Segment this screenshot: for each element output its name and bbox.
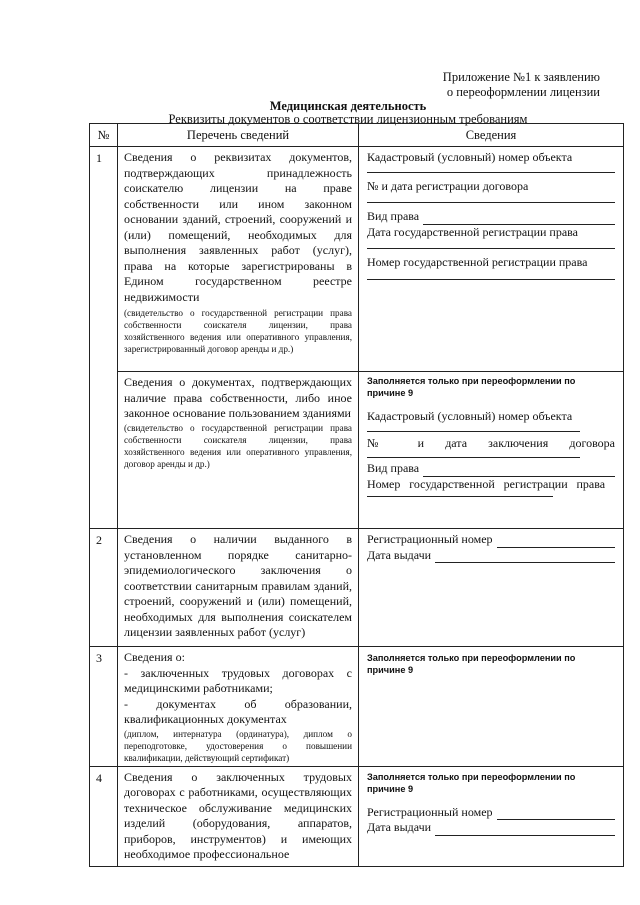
appendix-line-2: о переоформлении лицензии [446,85,600,99]
row-3-item-1: - заключенных трудовых договорах с медицинскими работниками; [124,665,352,695]
row-3-item-2: - документах об образовании, квалификационных документах [124,696,352,726]
row-number: 1 [90,147,118,529]
row-1-note-b: (свидетельство о государственной регистрации права собственности соискателя лицензии, права хозяйственного ведения или оперативного управления, договор аренды и др.) [124,422,352,469]
row-number: 2 [90,529,118,647]
fill-note: Заполняется только при переоформлении по причине 9 [367,653,576,675]
row-1-text-a: Сведения о реквизитах документов, подтверждающих принадлежность соискателю лицензии на праве собственности или ином законном основании зданий, строений, сооружений и (или) помещений, необходимых для выполнения заявленных работ (услуг), права на которые зарегистрированы в Едином государственном реестре недвижимости [124,150,352,304]
reg-number-label-b: Номер государственной регистрации права [367,476,606,491]
reg-date-label: Дата государственной регистрации права [367,224,579,239]
row-2-info [359,529,624,647]
table-row [90,647,624,767]
reg-no-field-4[interactable]: Регистрационный номер [367,805,615,821]
table-row [90,147,624,529]
right-type-field[interactable]: Вид права [367,209,615,225]
contract-field-b[interactable] [367,451,580,458]
reg-no-field[interactable]: Регистрационный номер [367,532,615,548]
row-number: 3 [90,647,118,767]
row-1-info [359,147,624,529]
table-row [90,766,624,866]
fill-note: Заполняется только при переоформлении по причине 9 [367,771,576,794]
contract-label-b: № и дата заключения договора [367,435,615,450]
document-subtitle: Реквизиты документов о соответствии лицензионным требованиям [168,112,528,126]
contract-label: № и дата регистрации договора [367,178,529,193]
row-4-list: Сведения о заключенных трудовых договорах с работниками, осуществляющих техническое обслуживание медицинских изделий (оборудования, аппаратов, приборов, инструментов) и имеющих необходимое профессиональное [118,766,359,866]
row-1-list [118,147,359,529]
appendix-line-1: Приложение №1 к заявлению [442,70,600,84]
issue-date-field[interactable]: Дата выдачи [367,548,615,564]
requirements-table [89,123,624,867]
header-list: Перечень сведений [118,124,359,147]
row-3-list [118,647,359,767]
row-4-info [359,766,624,866]
reg-number-field-b[interactable] [367,492,553,497]
header-info: Сведения [359,124,624,147]
reg-date-field[interactable] [367,240,615,249]
right-type-field-b[interactable]: Вид права [367,461,615,477]
table-row [90,529,624,647]
row-1-note-a: (свидетельство о государственной регистрации права собственности соискателя лицензии, права хозяйственного ведения или оперативного управления, зарегистрированный договор аренды и др.) [124,308,352,354]
cadastral-label: Кадастровый (условный) номер объекта [367,150,573,164]
cadastral-field-b[interactable] [367,425,580,432]
reg-number-label: Номер государственной регистрации права [367,255,588,269]
row-number: 4 [90,766,118,866]
row-3-intro: Сведения о: [124,650,185,664]
header-num: № [90,124,118,147]
row-3-info [359,647,624,767]
row-3-note: (диплом, интернатура (ординатура), диплом о переподготовке, удостоверения о повышении квалификации, действующий сертификат) [124,728,352,763]
table-header-row [90,124,624,147]
document-title: Медицинская деятельность [269,99,427,113]
fill-note: Заполняется только при переоформлении по причине 9 [367,376,576,398]
row-1-text-b: Сведения о документах, подтверждающих наличие права собственности, либо иное законное основание пользованием зданиями [124,375,352,420]
row-2-list: Сведения о наличии выданного в установленном порядке санитарно-эпидемиологического заключения о соответствии санитарным правилам зданий, строений, сооружений и (или) помещений, необходимых для выполнения соискателем лицензии заявленных работ (услуг) [118,529,359,647]
issue-date-field-4[interactable]: Дата выдачи [367,820,615,836]
contract-field[interactable] [367,194,615,203]
cadastral-label-b: Кадастровый (условный) номер объекта [367,409,573,423]
cadastral-field[interactable] [367,166,615,173]
reg-number-field[interactable] [367,271,615,280]
